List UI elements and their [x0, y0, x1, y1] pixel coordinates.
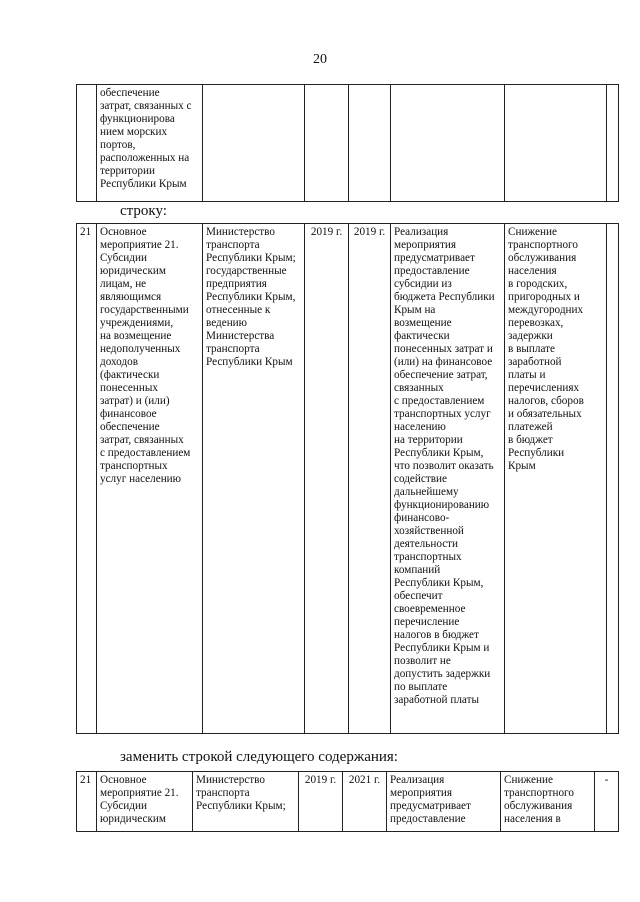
cell-result: Снижение транспортного обслуживания населения в городских, пригородных и междугородних перевозках, задержки в выплате заработной платы и перечислениях налогов, сборов и обязательных платежей в бюджет Республики Крым [505, 224, 607, 734]
cell-activity: обеспечение затрат, связанных с функционирова нием морских портов, расположенных на территории Республики Крым [97, 85, 203, 202]
cell-result: Снижение транспортного обслуживания населения в [501, 772, 595, 832]
table-new-row [76, 771, 619, 832]
label-row: строку: [120, 203, 167, 219]
table-row [77, 772, 619, 832]
cell-start: 2019 г. [299, 772, 343, 832]
table-row [77, 224, 619, 734]
cell-num: 21 [77, 224, 97, 734]
cell-start [305, 85, 349, 202]
cell-start: 2019 г. [305, 224, 349, 734]
cell-activity: Основное мероприятие 21. Субсидии юридическим [97, 772, 193, 832]
cell-executor: Министерство транспорта Республики Крым; [193, 772, 299, 832]
table-row [77, 85, 619, 202]
cell-description: Реализация мероприятия предусматривает предоставление субсидии из бюджета Республики Крым на возмещение фактически понесенных затрат и (или) на финансовое обеспечение затрат, связанных с предоставлением транспортных услуг населению на территории Республики Крым, что позволит оказать содействие дальнейшему функционированию финансово- хозяйственной деятельности транспортных компаний Республики Крым, обеспечит своевременное перечисление налогов в бюджет Республики Крым и позволит не допустить задержки по выплате заработной платы [391, 224, 505, 734]
table-existing-row [76, 223, 619, 734]
cell-description [391, 85, 505, 202]
table-continuation [76, 84, 619, 202]
cell-result [505, 85, 607, 202]
cell-num: 21 [77, 772, 97, 832]
cell-description: Реализация мероприятия предусматривает предоставление [387, 772, 501, 832]
cell-activity: Основное мероприятие 21. Субсидии юридическим лицам, не являющимся государственными учреждениями, на возмещение недополученных доходов (фактически понесенных затрат) и (или) финансовое обеспечение затрат, связанных с предоставлением транспортных услуг населению [97, 224, 203, 734]
cell-executor: Министерство транспорта Республики Крым; государственные предприятия Республики Крым, отнесенные к ведению Министерства транспорта Республики Крым [203, 224, 305, 734]
cell-num [77, 85, 97, 202]
label-replace: заменить строкой следующего содержания: [120, 749, 398, 765]
page-number: 20 [313, 52, 327, 67]
cell-end: 2021 г. [343, 772, 387, 832]
cell-executor [203, 85, 305, 202]
cell-end [349, 85, 391, 202]
cell-extra [607, 85, 619, 202]
cell-extra: - [595, 772, 619, 832]
cell-extra [607, 224, 619, 734]
cell-end: 2019 г. [349, 224, 391, 734]
